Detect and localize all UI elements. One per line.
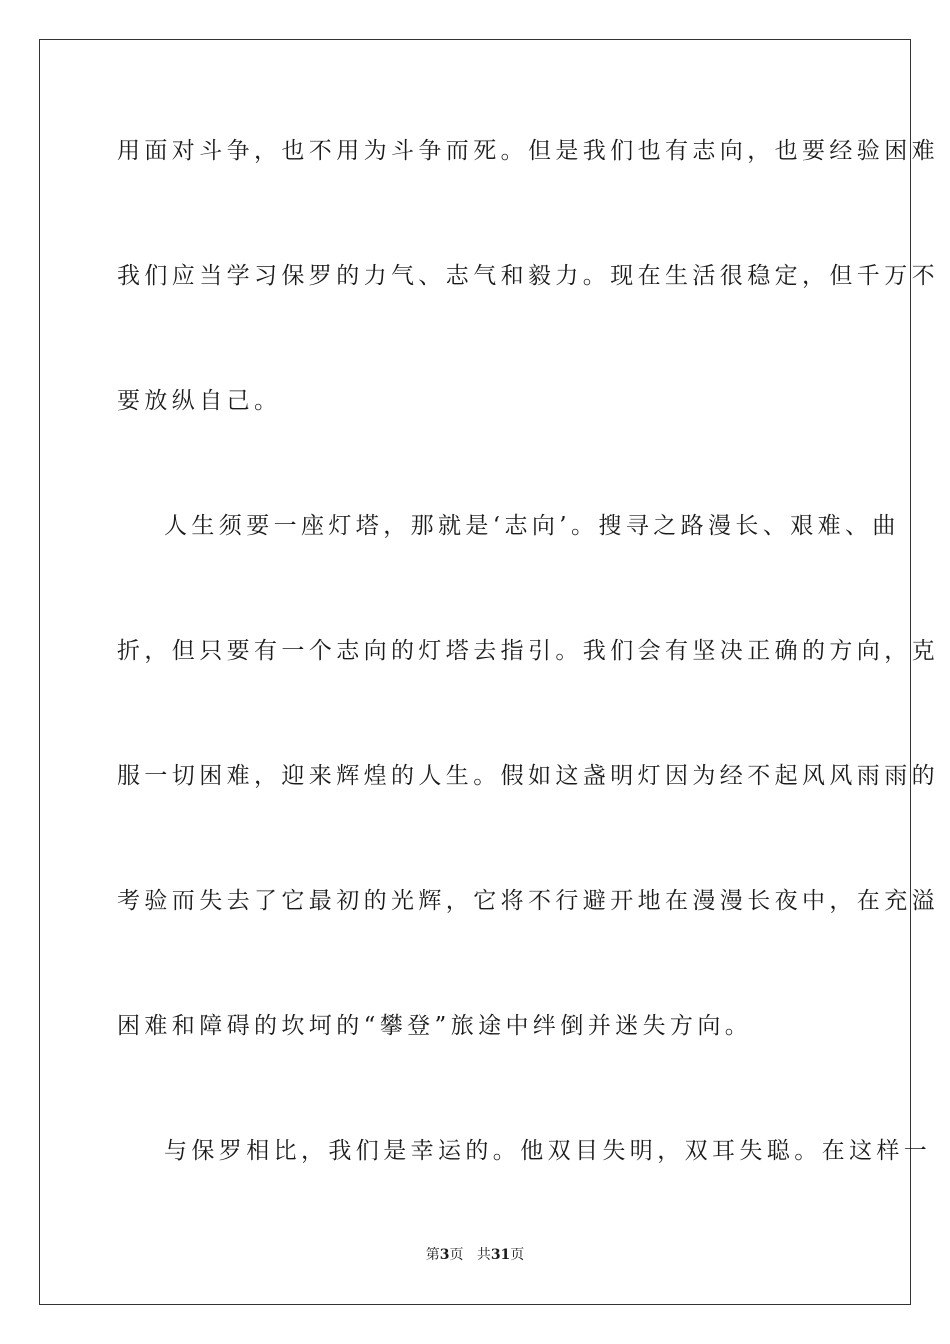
page-suffix: 页 [449,1247,464,1263]
page-border [39,39,939,1305]
text-line-5: 折，但只要有一个志向的灯塔去指引。我们会有坚决正确的方向，克 [117,638,939,664]
text-line-2: 我们应当学习保罗的力气、志气和毅力。现在生活很稳定，但千万不 [117,263,939,289]
text-line-8: 困难和障碍的坎坷的“攀登”旅途中绊倒并迷失方向。 [117,1013,753,1039]
page-number: 3 [439,1247,450,1263]
total-prefix: 共 [476,1247,491,1263]
page-prefix: 第 [425,1247,440,1263]
total-pages: 31 [490,1247,511,1263]
text-line-7: 考验而失去了它最初的光辉，它将不行避开地在漫漫长夜中，在充溢 [117,888,939,914]
text-line-1: 用面对斗争，也不用为斗争而死。但是我们也有志向，也要经验困难 [117,138,939,164]
total-suffix: 页 [510,1247,525,1263]
text-line-6: 服一切困难，迎来辉煌的人生。假如这盏明灯因为经不起风风雨雨的 [117,763,939,789]
page-footer [0,1245,950,1265]
paragraph-start-line-9: 与保罗相比，我们是幸运的。他双目失明，双耳失聪。在这样一 [164,1138,932,1164]
footer-separator [463,1247,476,1263]
text-line-3: 要放纵自己。 [117,388,282,414]
paragraph-start-line-4: 人生须要一座灯塔，那就是‘志向’。搜寻之路漫长、艰难、曲 [164,513,900,539]
